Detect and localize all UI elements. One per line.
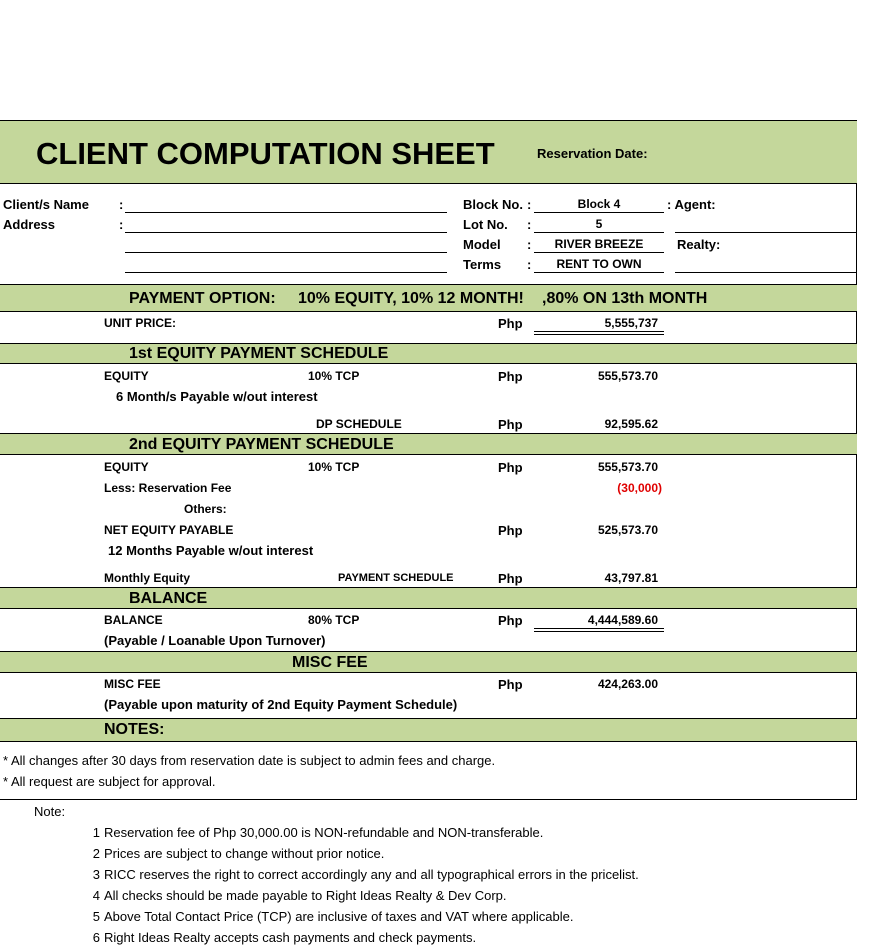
double-underline [534,628,664,632]
currency: Php [498,677,523,692]
payment-option-value: 10% EQUITY, 10% 12 MONTH! [298,290,524,307]
address-field-line-1[interactable] [125,232,447,233]
notes-line: * All request are subject for approval. [3,774,216,789]
balance-heading: BALANCE [129,590,208,607]
model-label: Model [463,237,501,252]
colon: : [527,237,532,252]
currency: Php [498,613,523,628]
realty-label: Realty: [677,237,721,252]
currency: Php [498,523,523,538]
currency: Php [498,460,523,475]
net-equity-label: NET EQUITY PAYABLE [104,523,234,537]
unit-price-label: UNIT PRICE: [104,316,176,330]
first-equity-heading: 1st EQUITY PAYMENT SCHEDULE [129,345,389,362]
monthly-equity-label: Monthly Equity [104,571,190,585]
colon: : [119,217,124,232]
footer-note-number: 4 [92,888,100,903]
balance-note: (Payable / Loanable Upon Turnover) [104,633,326,648]
terms-label: Terms [463,257,502,272]
notes-line: * All changes after 30 days from reservation date is subject to admin fees and charge. [3,753,496,768]
months-payable-line: 6 Month/s Payable w/out interest [116,389,318,404]
misc-fee-label: MISC FEE [104,677,161,691]
client-name-label: Client/s Name [3,197,89,212]
colon: : [527,257,532,272]
address-label: Address [3,217,56,232]
misc-fee-value: 424,263.00 [597,677,658,691]
tcp-percent: 80% TCP [308,613,360,627]
double-underline [534,331,664,335]
page-title: CLIENT COMPUTATION SHEET [36,136,495,171]
balance-label: BALANCE [104,613,163,627]
agent-field[interactable] [675,232,856,233]
colon: : [527,197,532,212]
currency: Php [498,571,523,586]
model-field[interactable] [534,252,664,253]
lot-field[interactable] [534,232,664,233]
footer-note-item: All checks should be made payable to Right Ideas Realty & Dev Corp. [104,888,507,903]
block-label: Block No. [463,197,523,212]
notes-heading: NOTES: [104,721,165,738]
months-payable-line: 12 Months Payable w/out interest [108,543,314,558]
currency: Php [498,369,523,384]
block-value: Block 4 [577,197,621,211]
footer-note-item: Prices are subject to change without prior notice. [104,846,385,861]
reservation-date-label: Reservation Date: [537,146,648,161]
lot-value: 5 [595,217,603,231]
client-name-field[interactable] [125,212,447,213]
footer-note-item: Right Ideas Realty accepts cash payments and check payments. [104,930,477,945]
others-label: Others: [184,502,227,516]
payment-option-value-continued: ,80% ON 13th MONTH [542,290,708,307]
footer-note-number: 6 [92,930,100,945]
currency: Php [498,417,523,432]
second-equity-heading: 2nd EQUITY PAYMENT SCHEDULE [129,436,394,453]
misc-fee-heading: MISC FEE [292,654,368,671]
footer-note-number: 2 [92,846,100,861]
address-field-line-3[interactable] [125,272,447,273]
reservation-fee-value: (30,000) [617,481,662,495]
footer-note-number: 1 [92,825,100,840]
balance-value: 4,444,589.60 [587,613,658,627]
second-equity-value: 555,573.70 [597,460,658,474]
misc-fee-band [0,651,857,673]
terms-value: RENT TO OWN [556,257,642,271]
terms-field[interactable] [534,272,664,273]
tcp-percent: 10% TCP [308,460,360,474]
payment-schedule-label: PAYMENT SCHEDULE [338,572,454,584]
agent-label: : Agent: [667,197,716,212]
colon: : [527,217,532,232]
dp-schedule-value: 92,595.62 [604,417,658,431]
colon: : [119,197,124,212]
footer-note-item: Above Total Contact Price (TCP) are inclusive of taxes and VAT where applicable. [104,909,574,924]
tcp-percent: 10% TCP [308,369,360,383]
footer-note-item: Reservation fee of Php 30,000.00 is NON-refundable and NON-transferable. [104,825,544,840]
realty-field[interactable] [675,272,856,273]
lot-label: Lot No. [463,217,508,232]
address-field-line-2[interactable] [125,252,447,253]
footer-note-number: 5 [92,909,100,924]
first-equity-value: 555,573.70 [597,369,658,383]
footer-note-number: 3 [92,867,100,882]
currency: Php [498,316,523,331]
equity-label: EQUITY [104,369,149,383]
monthly-equity-value: 43,797.81 [604,571,658,585]
footer-note-item: RICC reserves the right to correct accordingly any and all typographical errors in the pricelist. [104,867,639,882]
misc-fee-note: (Payable upon maturity of 2nd Equity Payment Schedule) [104,697,458,712]
net-equity-value: 525,573.70 [597,523,658,537]
footer-note-label: Note: [34,804,66,819]
dp-schedule-label: DP SCHEDULE [316,417,402,431]
model-value: RIVER BREEZE [554,237,644,251]
reservation-fee-label: Less: Reservation Fee [104,481,232,495]
payment-option-label: PAYMENT OPTION: [129,290,276,307]
block-field[interactable] [534,212,664,213]
unit-price-value: 5,555,737 [604,316,658,330]
equity-label: EQUITY [104,460,149,474]
